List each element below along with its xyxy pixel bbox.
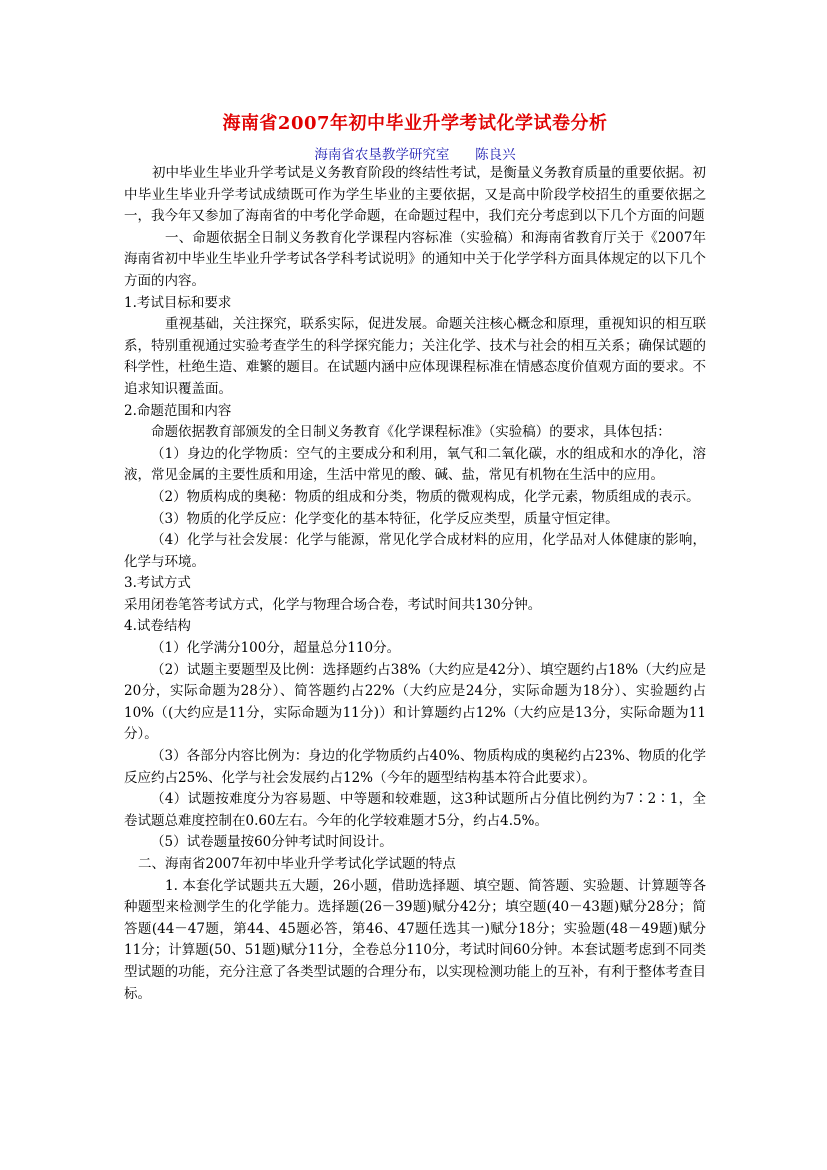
paragraph-features-1: 1. 本套化学试题共五大题，26小题，借助选择题、填空题、简答题、实验题、计算题等各种题型来检测学生的化学能力。选择题(26－39题)赋分42分；填空题(40－43题)赋分28分；简答题(44－47题，第44、45题必答，第46、47题任选其一)赋分18分；实验题(48－49题)赋分11分；计算题(50、51题)赋分11分，全卷总分110分，考试时间60分钟。本套试题考虑到不同类型试题的功能，充分注意了各类型试题的合理分布，以实现检测功能上的互补，有利于整体考查目标。 xyxy=(124,877,706,1002)
list-item-scope-2: （2）物质构成的奥秘：物质的组成和分类，物质的微观构成，化学元素，物质组成的表示。 xyxy=(151,488,700,505)
list-item-structure-3: （3）各部分内容比例为：身边的化学物质约占40%、物质构成的奥秘约占23%、物质的化学反应约占25%、化学与社会发展约占12%（今年的题型结构基本符合此要求）。 xyxy=(124,748,706,786)
list-item-structure-2: （2）试题主要题型及比例：选择题约占38%（大约应是42分）、填空题约占18%（大约应是20分，实际命题为28分）、简答题约占22%（大约应是24分，实际命题为18分）、实验题约占10%（(大约应是11分，实际命题为11分)）和计算题约占12%（大约应是13分，实际命题为11分）。 xyxy=(124,661,706,743)
document-title: 海南省2007年初中毕业升学考试化学试卷分析 xyxy=(222,113,608,134)
subheading-scope: 2.命题范围和内容 xyxy=(124,402,232,419)
list-item-structure-5: （5）试卷题量按60分钟考试时间设计。 xyxy=(151,834,393,851)
paragraph-exam-goals: 重视基础，关注探究，联系实际，促进发展。命题关注核心概念和原理，重视知识的相互联系，特别重视通过实验考查学生的科学探究能力；关注化学、技术与社会的相互关系；确保试题的科学性，杜绝生造、难繁的题目。在试题内涵中应体现课程标准在情感态度价值观方面的要求。不追求知识覆盖面。 xyxy=(124,316,706,397)
document-author: 海南省农垦教学研究室 陈良兴 xyxy=(314,147,516,163)
list-item-scope-4: （4）化学与社会发展：化学与能源，常见化学合成材料的应用，化学品对人体健康的影响，化学与环境。 xyxy=(124,532,706,570)
subheading-exam-method: 3.考试方式 xyxy=(124,575,191,592)
section-heading-1: 一、命题依据全日制义务教育化学课程内容标准（实验稿）和海南省教育厅关于《2007年海南省初中毕业生毕业升学考试各学科考试说明》的通知中关于化学学科方面具体规定的以下几个方面的内容。 xyxy=(124,229,706,289)
list-item-scope-3: （3）物质的化学反应：化学变化的基本特征，化学反应类型，质量守恒定律。 xyxy=(151,510,619,527)
list-item-scope-1: （1）身边的化学物质：空气的主要成分和利用，氧气和二氧化碳，水的组成和水的净化，溶液，常见金属的主要性质和用途，生活中常见的酸、碱、盐，常见有机物在生活中的应用。 xyxy=(124,445,706,484)
paragraph-exam-method: 采用闭卷笔答考试方式，化学与物理合场合卷，考试时间共130分钟。 xyxy=(124,596,542,613)
paragraph-scope-intro: 命题依据教育部颁发的全日制义务教育《化学课程标准》（实验稿）的要求，具体包括： xyxy=(151,424,671,441)
subheading-structure: 4.试卷结构 xyxy=(124,618,191,635)
list-item-structure-4: （4）试题按难度分为容易题、中等题和较难题，这3种试题所占分值比例约为7∶2∶1，全卷试题总难度控制在0.60左右。今年的化学较难题才5分，约占4.5%。 xyxy=(124,791,706,829)
paragraph-intro: 初中毕业生毕业升学考试是义务教育阶段的终结性考试，是衡量义务教育质量的重要依据。初中毕业生毕业升学考试成绩既可作为学生毕业的主要依据，又是高中阶段学校招生的重要依据之一，我今年又参加了海南省的中考化学命题，在命题过程中，我们充分考虑到以下几个方面的问题 xyxy=(124,165,706,225)
section-heading-2: 二、海南省2007年初中毕业升学考试化学试题的特点 xyxy=(138,856,456,872)
list-item-structure-1: （1）化学满分100分，超量总分110分。 xyxy=(151,640,401,657)
document-body xyxy=(124,163,706,1005)
subheading-exam-goals: 1.考试目标和要求 xyxy=(124,294,232,311)
